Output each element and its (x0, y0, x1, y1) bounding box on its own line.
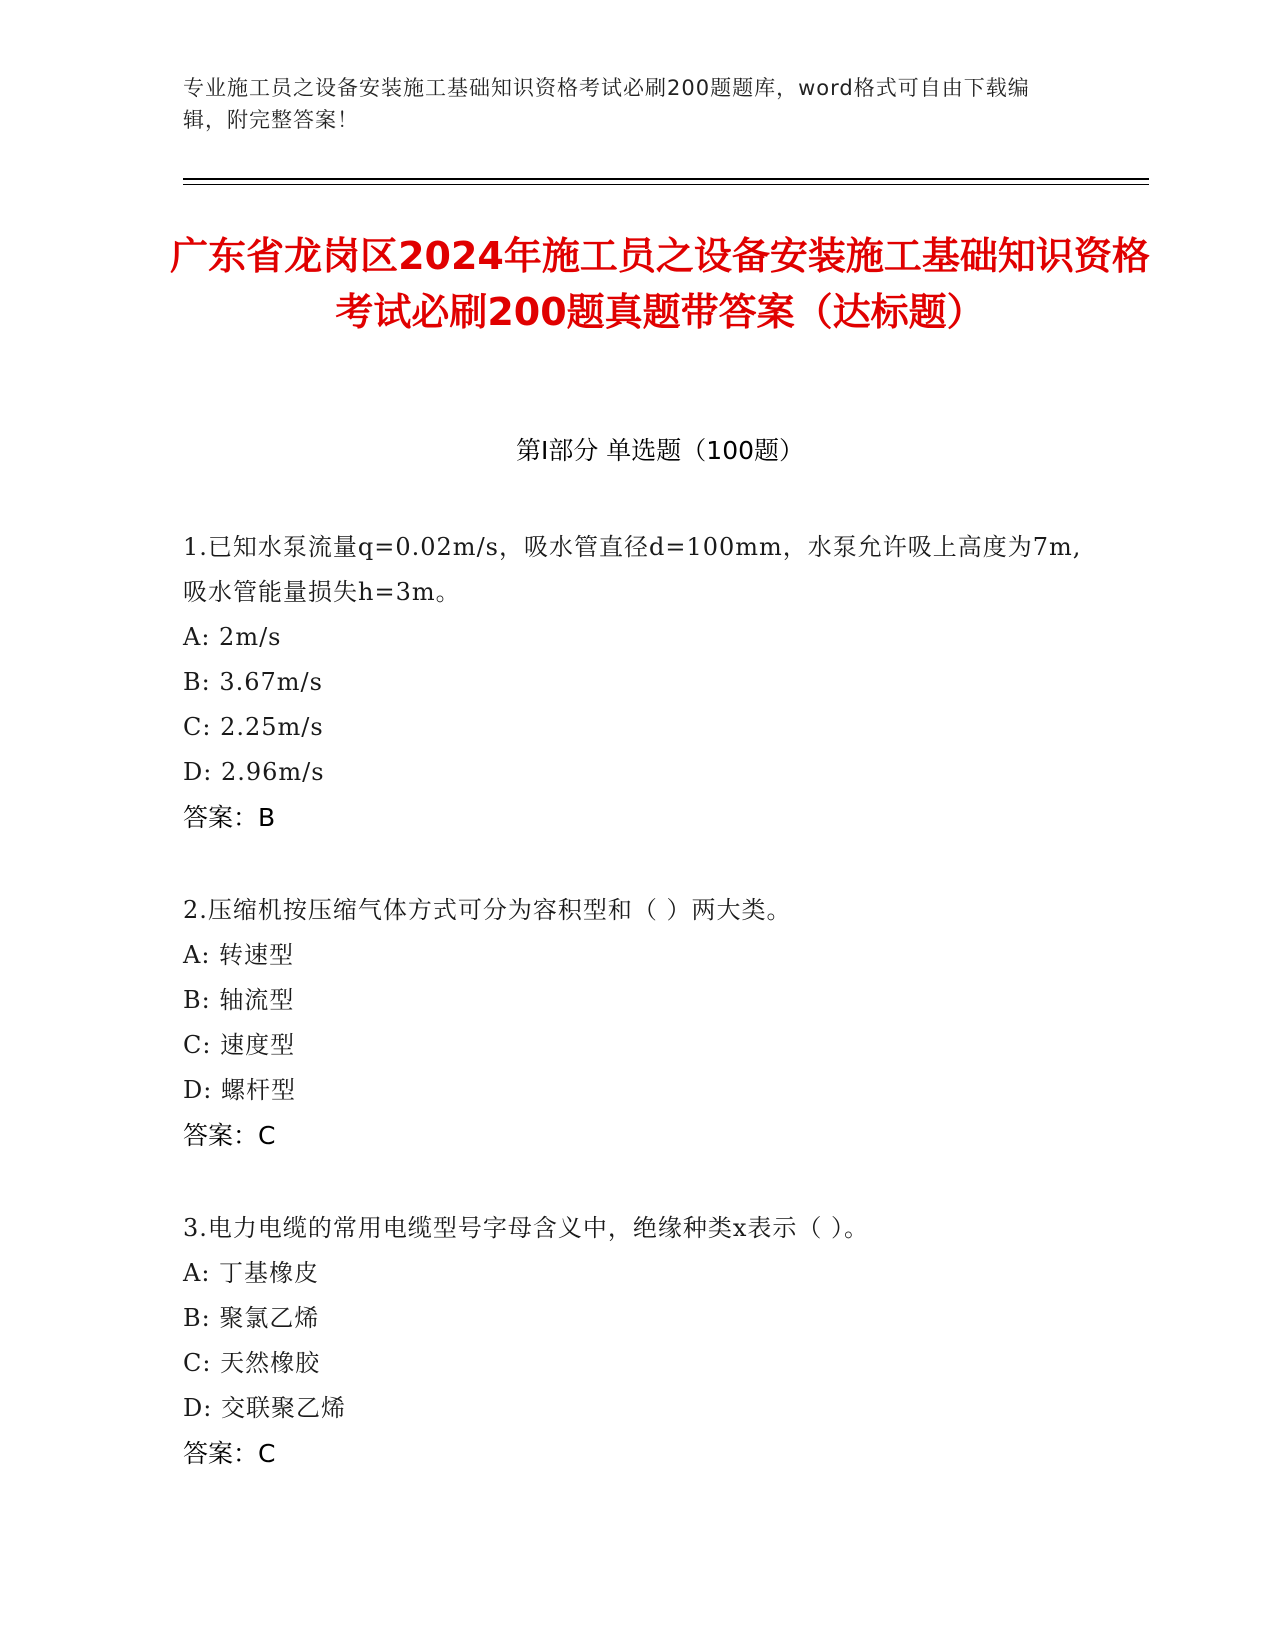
option-c: C: 2.25m/s (183, 713, 324, 741)
header-note: 专业施工员之设备安装施工基础知识资格考试必刷200题题库，word格式可自由下载编辑，附完整答案！ (183, 76, 1030, 132)
header-divider-thin (183, 184, 1149, 185)
question-3 (183, 1206, 1083, 1476)
option-d: D: 2.96m/s (183, 758, 325, 786)
option-c: C: 天然橡胶 (183, 1349, 321, 1377)
answer: 答案：B (183, 803, 276, 832)
option-b: B: 3.67m/s (183, 668, 323, 696)
question-1 (183, 525, 1083, 840)
answer: 答案：C (183, 1121, 276, 1150)
option-b: B: 轴流型 (183, 986, 295, 1014)
option-d: D: 螺杆型 (183, 1076, 296, 1104)
option-b: B: 聚氯乙烯 (183, 1304, 320, 1332)
question-2 (183, 888, 1083, 1158)
option-d: D: 交联聚乙烯 (183, 1394, 346, 1422)
document-title: 广东省龙岗区2024年施工员之设备安装施工基础知识资格考试必刷200题真题带答案（达标题） (170, 234, 1150, 334)
question-stem: 2.压缩机按压缩气体方式可分为容积型和（ ）两大类。 (183, 896, 792, 924)
option-c: C: 速度型 (183, 1031, 296, 1059)
question-stem: 3.电力电缆的常用电缆型号字母含义中，绝缘种类x表示（ ）。 (183, 1214, 870, 1242)
header-divider-thick (183, 178, 1149, 180)
section-title: 第Ⅰ部分 单选题（100题） (515, 436, 805, 465)
option-a: A: 丁基橡皮 (183, 1259, 320, 1287)
answer: 答案：C (183, 1439, 276, 1468)
option-a: A: 2m/s (183, 623, 282, 651)
option-a: A: 转速型 (183, 941, 295, 969)
question-stem: 1.已知水泵流量q=0.02m/s，吸水管直径d=100mm，水泵允许吸上高度为7m,吸水管能量损失h=3m。 (183, 533, 1082, 606)
